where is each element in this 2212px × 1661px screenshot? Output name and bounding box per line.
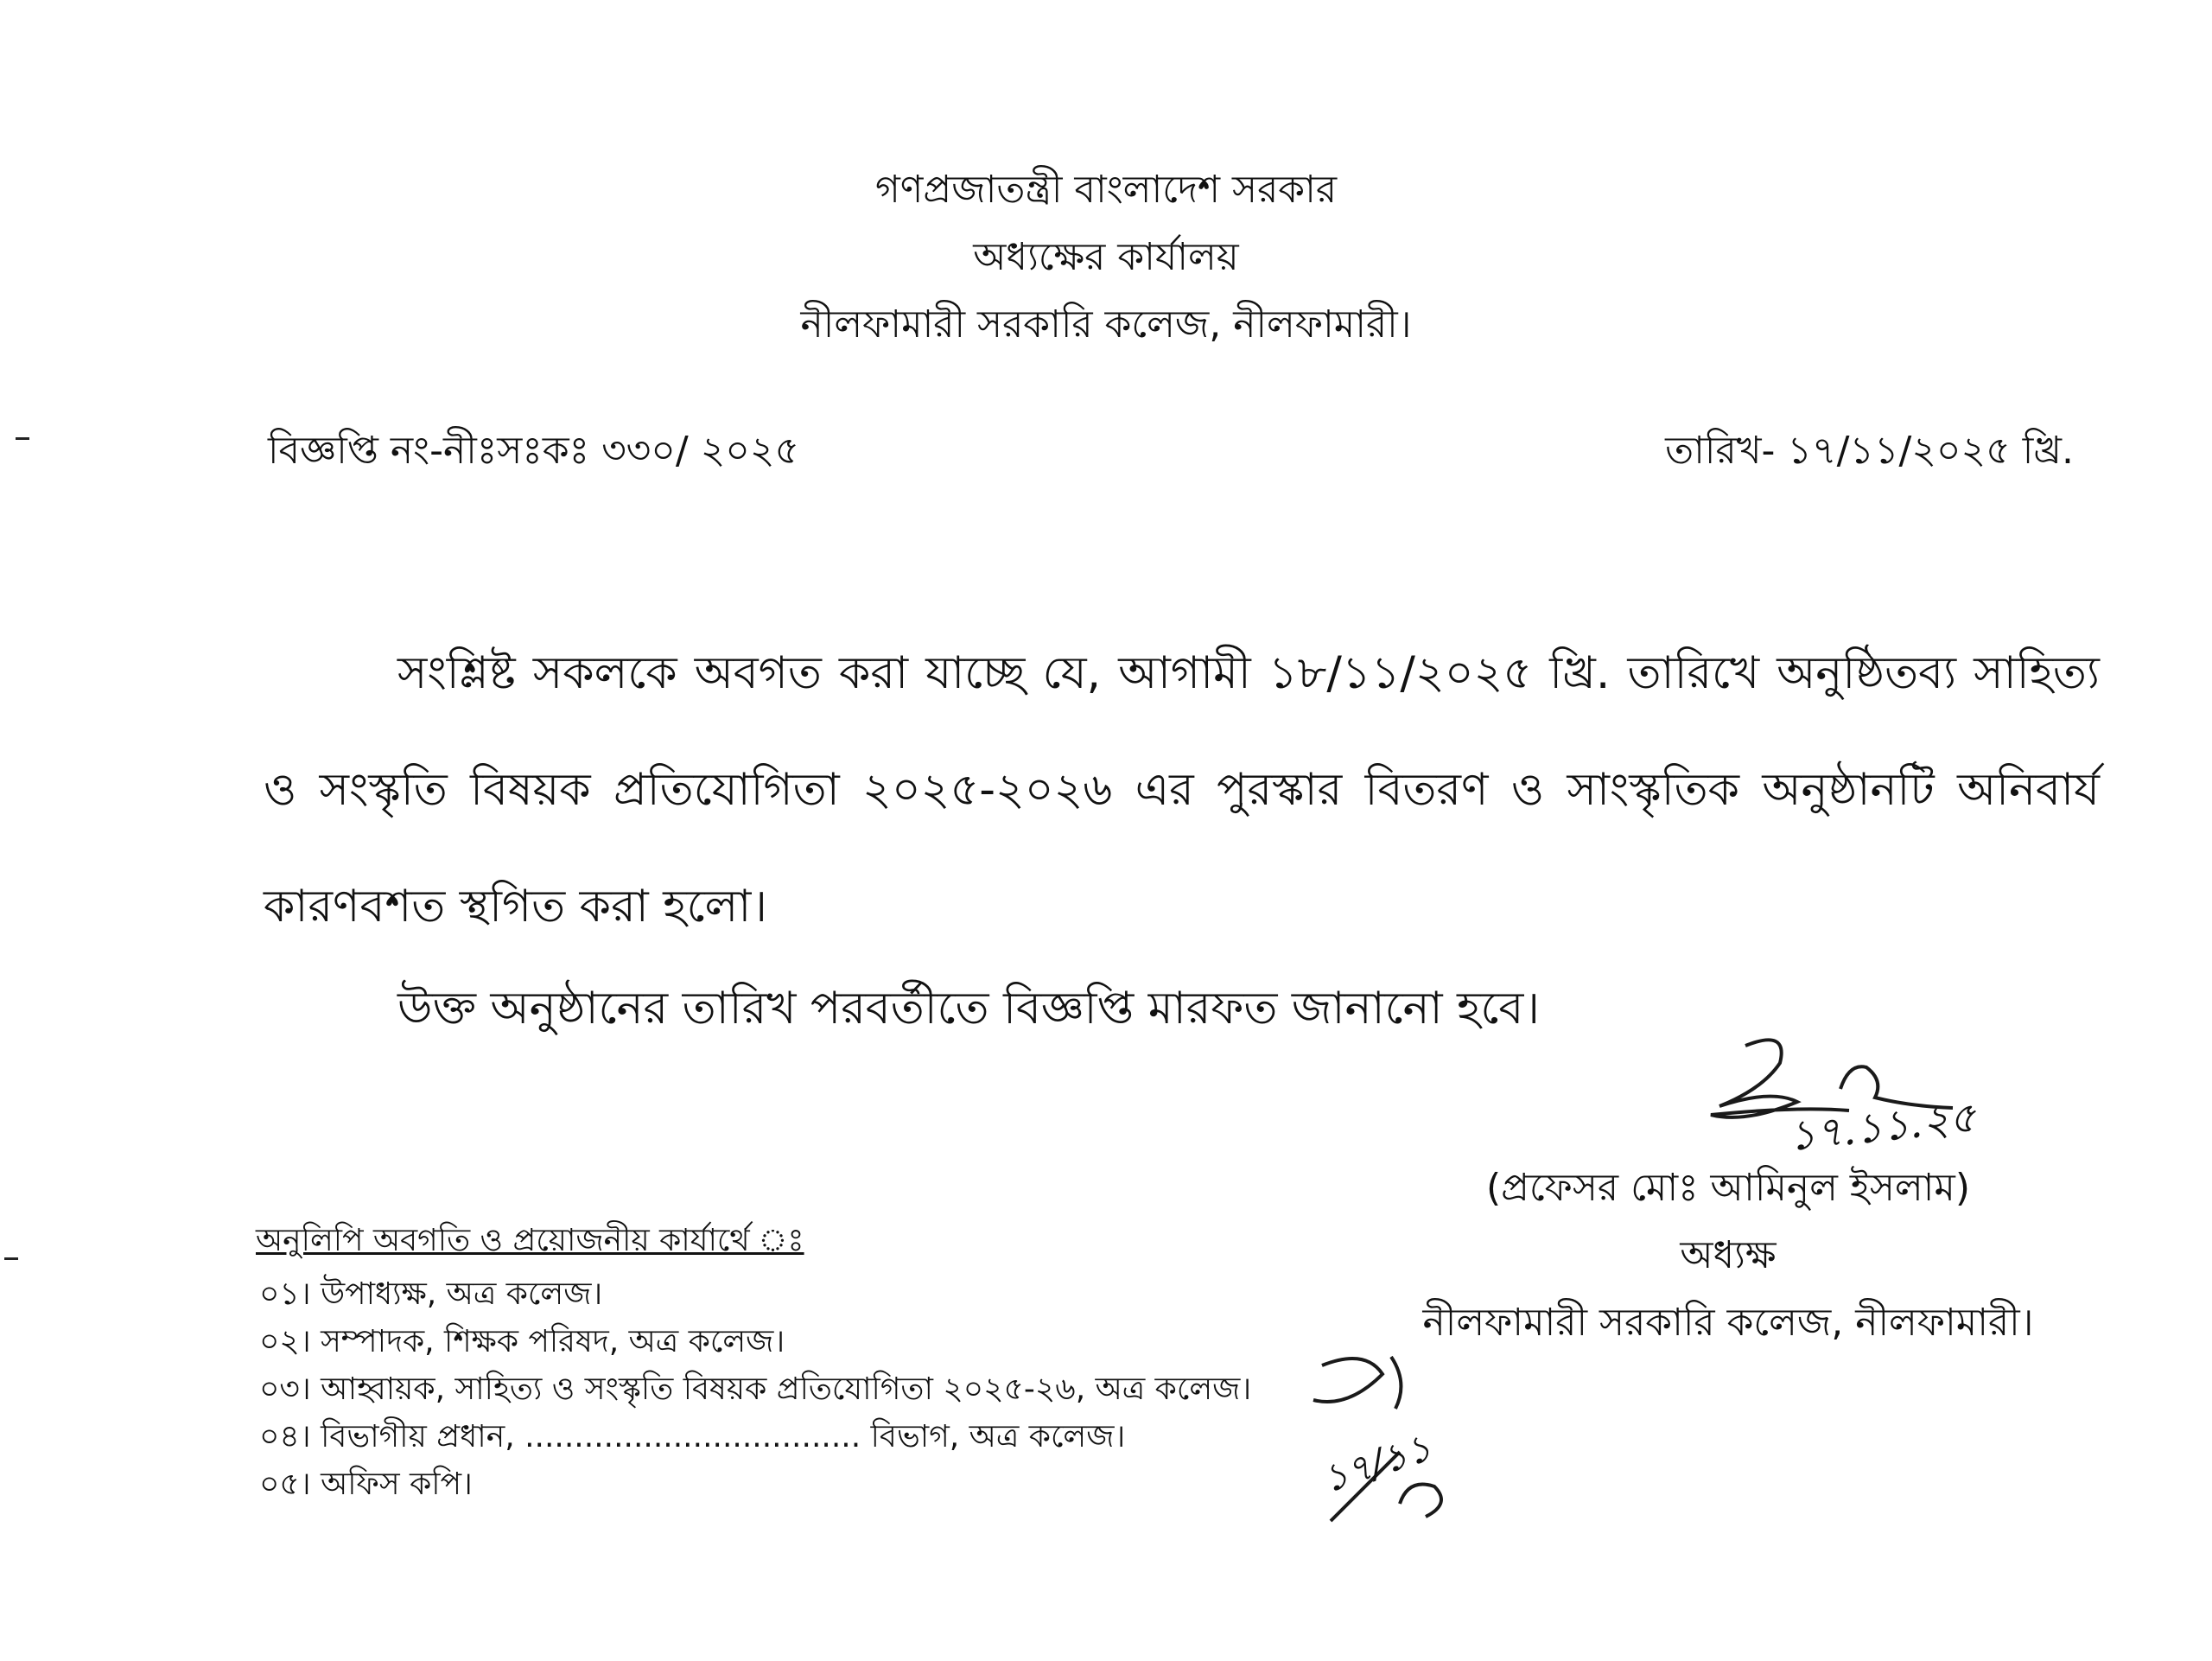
notice-paragraph-1: সংশ্লিষ্ট সকলকে অবগত করা যাচ্ছে যে, আগামী ১৮/১১/২০২৫ খ্রি. তারিখে অনুষ্ঠিতব্য সাহিত্য ও সংস্কৃতি বিষয়ক প্রতিযোগিতা ২০২৫-২০২৬ এর পুরস্কার বিতরণ ও সাংস্কৃতিক অনুষ্ঠানটি অনিবার্য কারণবশত স্থগিত করা হলো। [264, 647, 2100, 932]
government-title: গণপ্রজাতন্ত্রী বাংলাদেশ সরকার [874, 168, 1338, 212]
signatory-name: (প্রফেসর মোঃ আমিনুল ইসলাম) [1485, 1166, 1971, 1210]
signatory-institution: নীলফামারী সরকারি কলেজ, নীলফামারী। [1422, 1301, 2034, 1345]
copy-item-1: ০১। উপাধ্যক্ষ, অত্র কলেজ। [259, 1276, 603, 1312]
copy-item-2: ০২। সম্পাদক, শিক্ষক পরিষদ, অত্র কলেজ। [259, 1324, 785, 1359]
memo-number: বিজ্ঞপ্তি নং-নীঃসঃকঃ ৩৩০/ ২০২৫ [268, 429, 800, 473]
margin-mark-bottom [4, 1257, 18, 1260]
notice-paragraph-2: উক্ত অনুষ্ঠানের তারিখ পরবর্তীতে বিজ্ঞপ্তি মারফত জানানো হবে। [397, 983, 1540, 1034]
institution-title: নীলফামারী সরকারি কলেজ, নীলফামারী। [800, 302, 1412, 347]
copy-item-5: ০৫। অফিস কপি। [259, 1467, 473, 1502]
signatory-designation: অধ্যক্ষ [1680, 1233, 1777, 1277]
signatory-block [1400, 1155, 2056, 1357]
signature-date: ১৭.১১.২৫ [1786, 1092, 1979, 1161]
margin-mark-top [16, 437, 29, 440]
copy-item-3: ০৩। আহ্বায়ক, সাহিত্য ও সংস্কৃতি বিষয়ক প্রতিযোগিতা ২০২৫-২৬, অত্র কলেজ। [259, 1371, 1252, 1407]
office-title: অধ্যক্ষের কার্যালয় [973, 235, 1239, 279]
memo-date: তারিখ- ১৭/১১/২০২৫ খ্রি. [1665, 429, 2074, 473]
initials-date: ১৭/১১ [1317, 1425, 1437, 1502]
copies-title: অনুলিপি অবগতি ও প্রয়োজনীয় কার্যার্থে ঃ [256, 1223, 804, 1258]
copy-item-4: ০৪। বিভাগীয় প্রধান, .................................. বিভাগ, অত্র কলেজ। [259, 1419, 1126, 1454]
